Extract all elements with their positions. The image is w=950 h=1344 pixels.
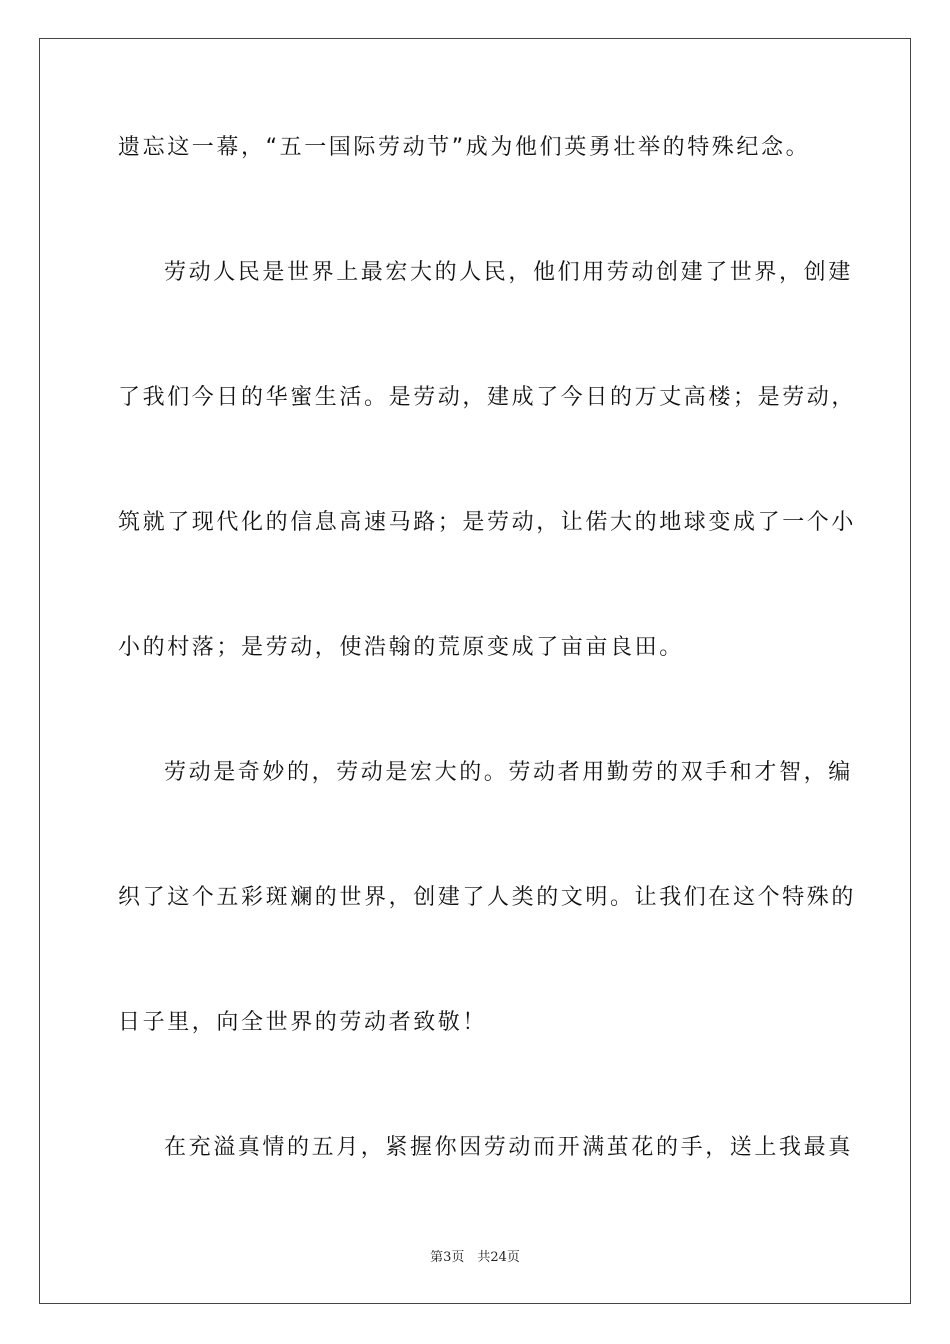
text-line-7: 织了这个五彩斑斓的世界，创建了人类的文明。让我们在这个特殊的 [118, 885, 857, 910]
text-line-8: 日子里，向全世界的劳动者致敬！ [118, 1010, 488, 1035]
page-number-footer: 第3页 共24页 [430, 1250, 520, 1265]
text-line-5: 小的村落；是劳动，使浩翰的荒原变成了亩亩良田。 [118, 635, 684, 660]
page-border [39, 38, 911, 1304]
text-line-3: 了我们今日的华蜜生活。是劳动，建成了今日的万丈高楼；是劳动， [118, 385, 857, 410]
text-line-2: 劳动人民是世界上最宏大的人民，他们用劳动创建了世界，创建 [164, 260, 853, 285]
text-line-4: 筑就了现代化的信息高速马路；是劳动，让偌大的地球变成了一个小 [118, 510, 857, 535]
text-line-1: 遗忘这一幕，“五一国际劳动节”成为他们英勇壮举的特殊纪念。 [118, 135, 811, 160]
text-line-9: 在充溢真情的五月，紧握你因劳动而开满茧花的手，送上我最真 [164, 1135, 853, 1160]
text-line-6: 劳动是奇妙的，劳动是宏大的。劳动者用勤劳的双手和才智，编 [164, 760, 853, 785]
